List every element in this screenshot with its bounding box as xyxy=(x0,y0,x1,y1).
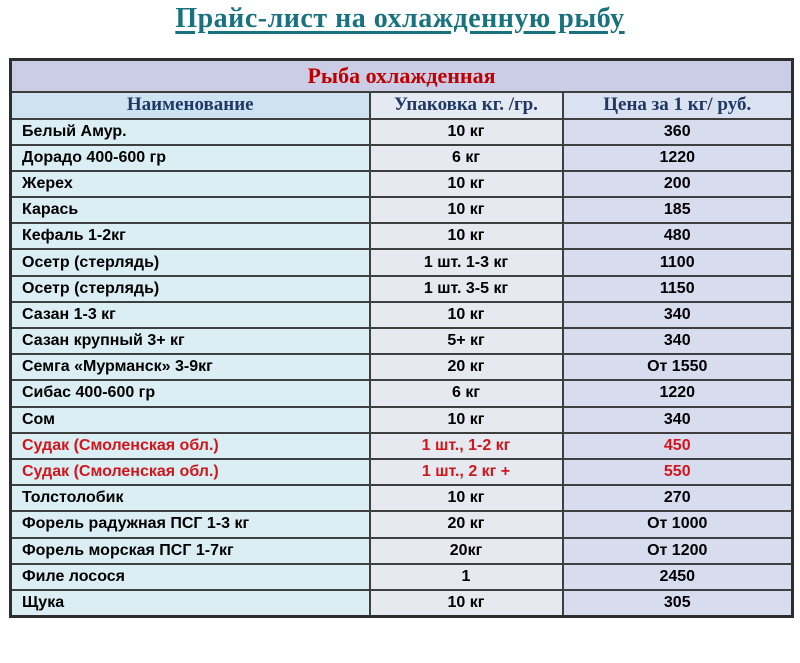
fish-name-cell: Щука xyxy=(11,590,370,616)
table-group-header: Рыба охлажденная xyxy=(11,60,793,92)
fish-name-cell: Форель морская ПСГ 1-7кг xyxy=(11,538,370,564)
table-row xyxy=(11,485,793,511)
fish-name-cell: Осетр (стерлядь) xyxy=(11,276,370,302)
pack-size-cell: 5+ кг xyxy=(370,328,563,354)
fish-name-cell: Кефаль 1-2кг xyxy=(11,223,370,249)
table-row xyxy=(11,354,793,380)
pack-size-cell: 20 кг xyxy=(370,354,563,380)
fish-name-cell: Семга «Мурманск» 3-9кг xyxy=(11,354,370,380)
pack-size-cell: 20кг xyxy=(370,538,563,564)
fish-name-cell: Толстолобик xyxy=(11,485,370,511)
page-title: Прайс-лист на охлажденную рыбу xyxy=(175,3,625,34)
pack-size-cell: 6 кг xyxy=(370,145,563,171)
pack-size-cell: 10 кг xyxy=(370,223,563,249)
table-row xyxy=(11,511,793,537)
table-row xyxy=(11,459,793,485)
price-cell: 1220 xyxy=(563,145,793,171)
table-row xyxy=(11,197,793,223)
fish-name-cell: Сом xyxy=(11,407,370,433)
table-row xyxy=(11,302,793,328)
table-row xyxy=(11,328,793,354)
group-header-row xyxy=(11,60,793,92)
fish-name-cell: Сибас 400-600 гр xyxy=(11,380,370,406)
table-row xyxy=(11,407,793,433)
pack-size-cell: 10 кг xyxy=(370,485,563,511)
pack-size-cell: 1 шт. 3-5 кг xyxy=(370,276,563,302)
fish-name-cell: Форель радужная ПСГ 1-3 кг xyxy=(11,511,370,537)
price-cell: От 1000 xyxy=(563,511,793,537)
fish-name-cell: Судак (Смоленская обл.) xyxy=(11,433,370,459)
fish-name-cell: Сазан 1-3 кг xyxy=(11,302,370,328)
fish-name-cell: Жерех xyxy=(11,171,370,197)
column-header-row xyxy=(11,92,793,119)
price-cell: 340 xyxy=(563,302,793,328)
pack-size-cell: 1 шт. 1-3 кг xyxy=(370,249,563,275)
table-row xyxy=(11,119,793,145)
price-cell: 480 xyxy=(563,223,793,249)
price-cell: 550 xyxy=(563,459,793,485)
table-row xyxy=(11,538,793,564)
column-header-name: Наименование xyxy=(11,92,370,119)
table-row xyxy=(11,145,793,171)
pack-size-cell: 10 кг xyxy=(370,119,563,145)
fish-name-cell: Дорадо 400-600 гр xyxy=(11,145,370,171)
table-row xyxy=(11,276,793,302)
column-header-price: Цена за 1 кг/ руб. xyxy=(563,92,793,119)
fish-name-cell: Карась xyxy=(11,197,370,223)
pack-size-cell: 20 кг xyxy=(370,511,563,537)
pack-size-cell: 1 шт., 1-2 кг xyxy=(370,433,563,459)
table-row xyxy=(11,564,793,590)
fish-name-cell: Белый Амур. xyxy=(11,119,370,145)
table-body xyxy=(11,119,793,617)
pack-size-cell: 10 кг xyxy=(370,302,563,328)
table-row xyxy=(11,433,793,459)
table-row xyxy=(11,171,793,197)
pack-size-cell: 10 кг xyxy=(370,171,563,197)
price-cell: 360 xyxy=(563,119,793,145)
price-table xyxy=(9,58,794,618)
column-header-pack: Упаковка кг. /гр. xyxy=(370,92,563,119)
price-cell: 1150 xyxy=(563,276,793,302)
price-cell: 340 xyxy=(563,328,793,354)
price-cell: 305 xyxy=(563,590,793,616)
fish-name-cell: Судак (Смоленская обл.) xyxy=(11,459,370,485)
price-cell: От 1550 xyxy=(563,354,793,380)
page xyxy=(0,3,800,663)
pack-size-cell: 1 шт., 2 кг + xyxy=(370,459,563,485)
price-cell: 450 xyxy=(563,433,793,459)
pack-size-cell: 10 кг xyxy=(370,590,563,616)
pack-size-cell: 6 кг xyxy=(370,380,563,406)
table-row xyxy=(11,380,793,406)
price-cell: 185 xyxy=(563,197,793,223)
price-cell: От 1200 xyxy=(563,538,793,564)
table-row xyxy=(11,249,793,275)
price-cell: 200 xyxy=(563,171,793,197)
price-cell: 1100 xyxy=(563,249,793,275)
price-cell: 270 xyxy=(563,485,793,511)
pack-size-cell: 10 кг xyxy=(370,407,563,433)
fish-name-cell: Осетр (стерлядь) xyxy=(11,249,370,275)
price-cell: 1220 xyxy=(563,380,793,406)
pack-size-cell: 10 кг xyxy=(370,197,563,223)
table-row xyxy=(11,223,793,249)
fish-name-cell: Сазан крупный 3+ кг xyxy=(11,328,370,354)
price-cell: 2450 xyxy=(563,564,793,590)
table-row xyxy=(11,590,793,616)
pack-size-cell: 1 xyxy=(370,564,563,590)
fish-name-cell: Филе лосося xyxy=(11,564,370,590)
price-cell: 340 xyxy=(563,407,793,433)
